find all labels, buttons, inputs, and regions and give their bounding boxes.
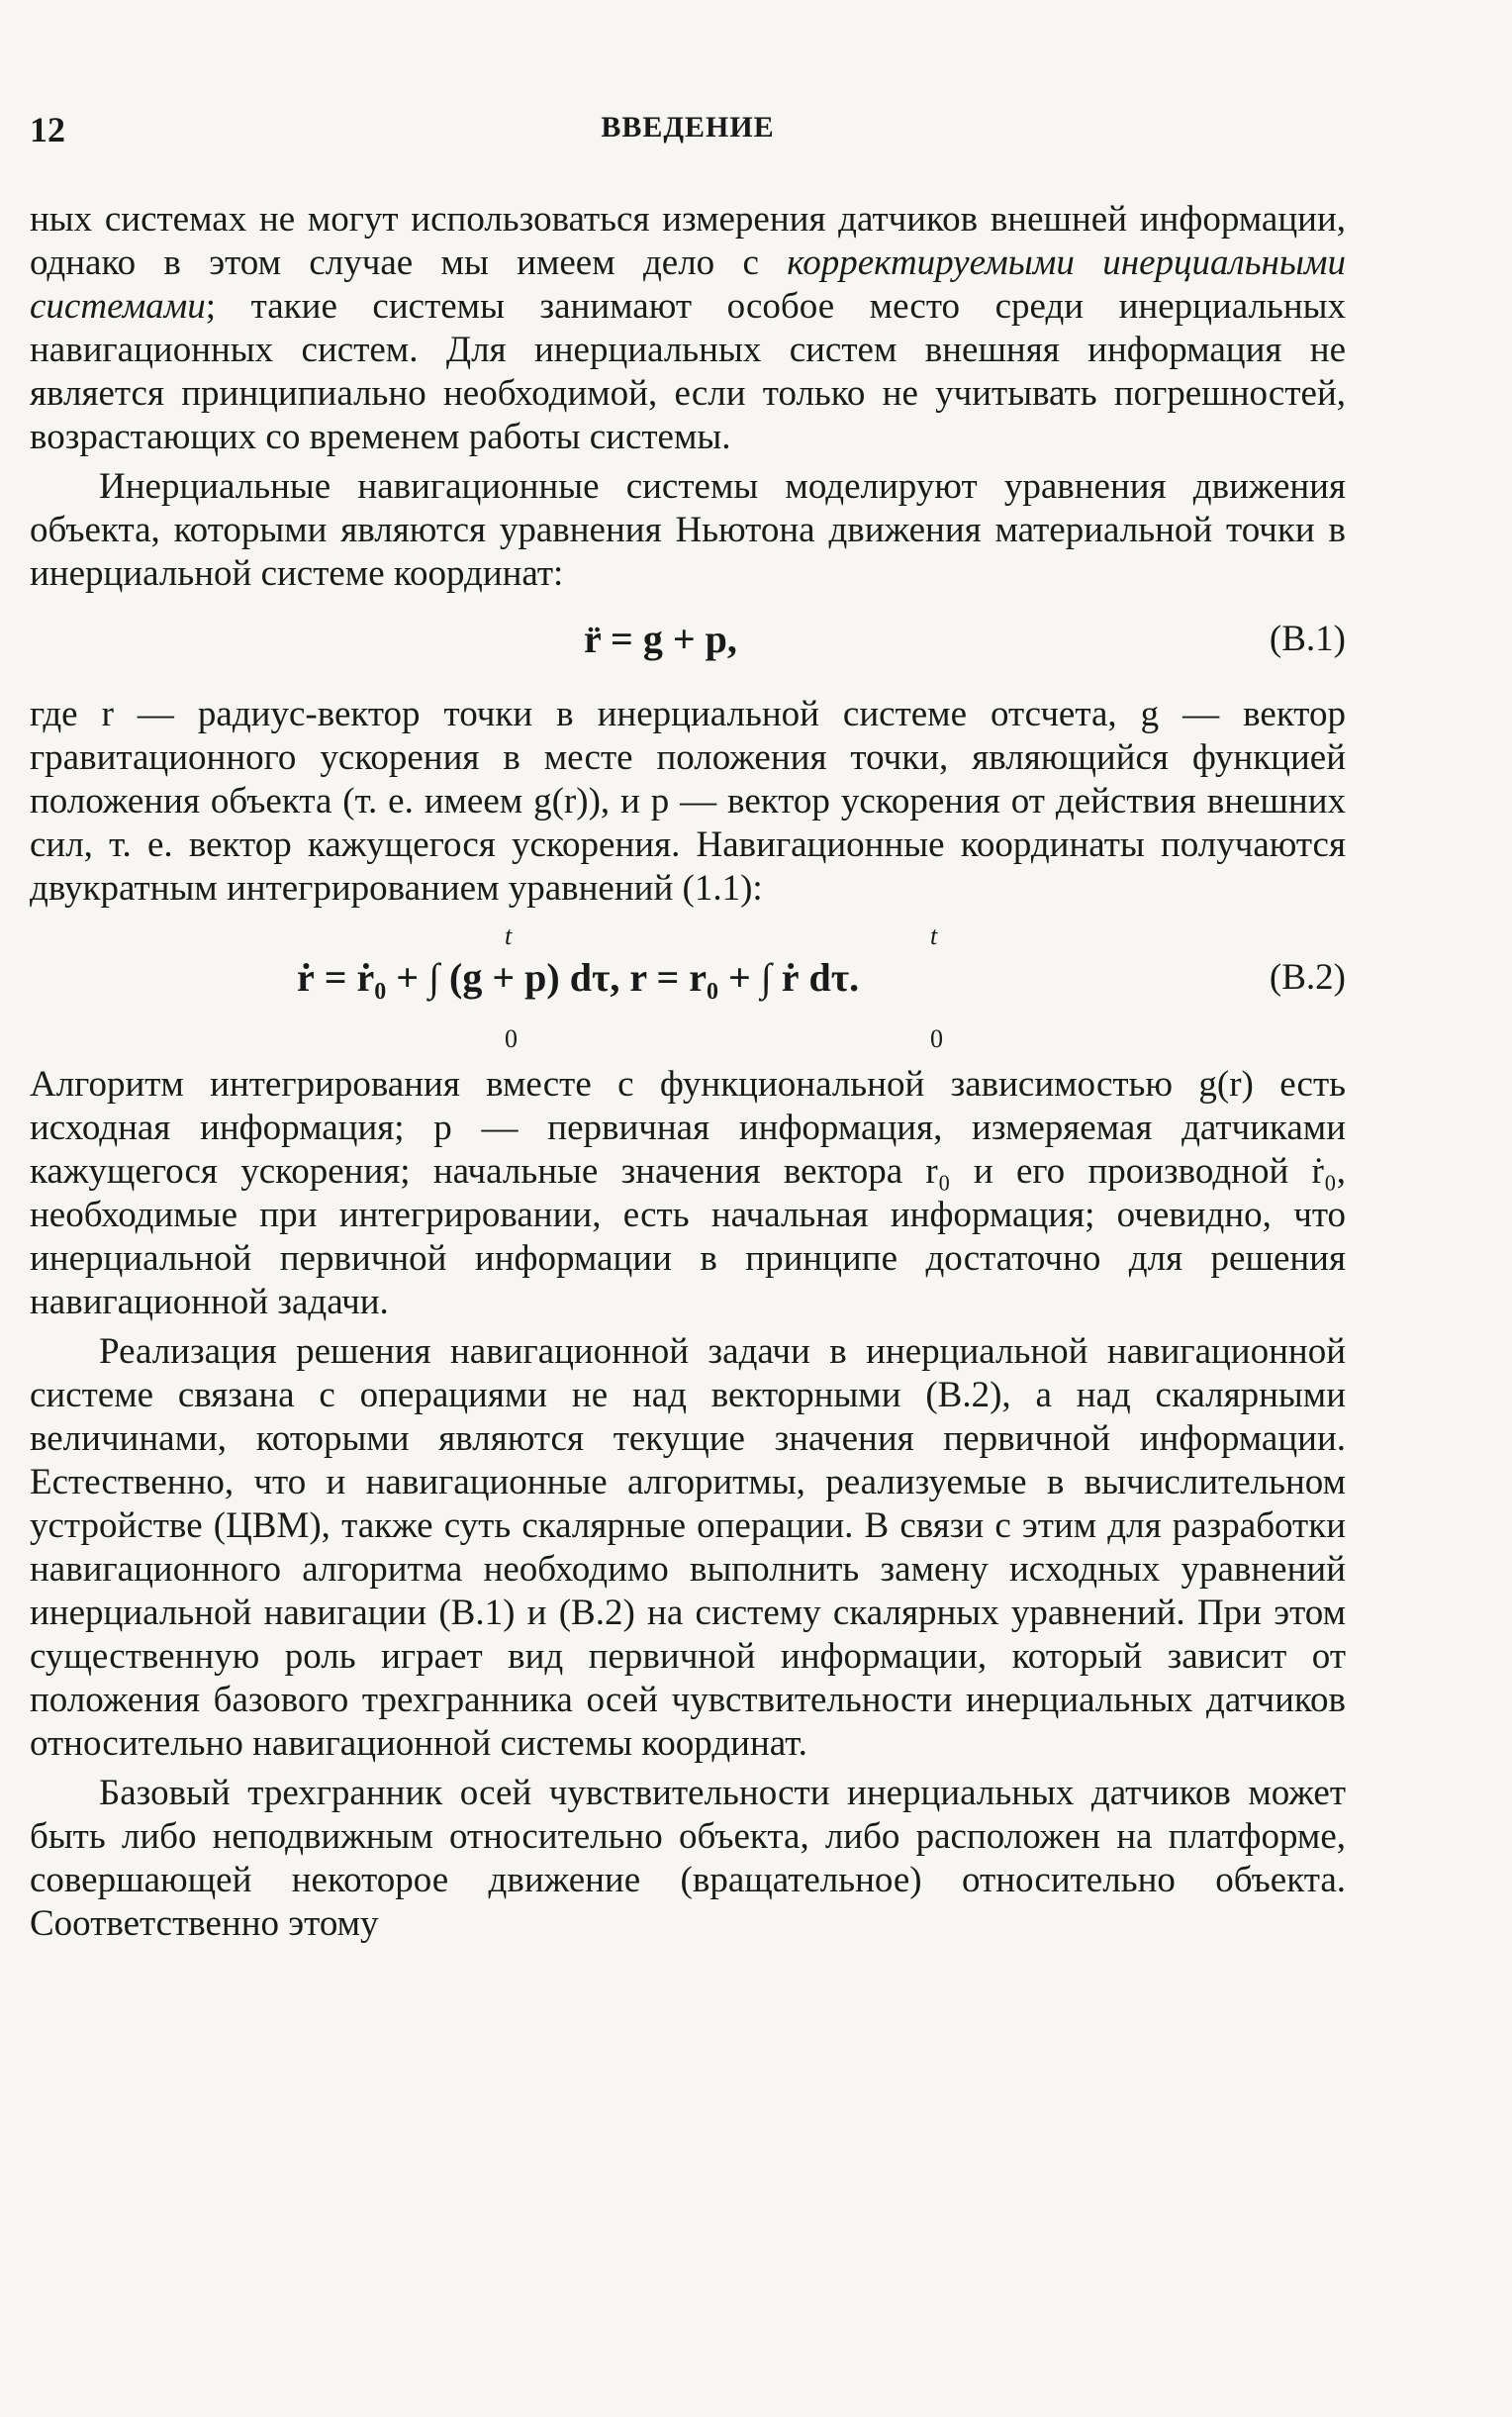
equation-b2: [30, 915, 1346, 1053]
paragraph-1: [30, 198, 1346, 459]
paragraph-3: где r — радиус-вектор точки в инерциальной системе отсчета, g — вектор гравитационного ускорения в месте положения точки, являющийся функцией положения объекта (т. е. имеем g(r)), и p — вектор ускорения от действия внешних сил, т. е. вектор кажущегося ускорения. Навигационные координаты получаются двукратным интегрированием уравнений (1.1):: [30, 694, 1346, 909]
integral-lower-limit: 0: [930, 1024, 943, 1053]
page-number: 12: [30, 110, 65, 149]
integral-limits-first: [495, 915, 534, 1053]
equation-b2-label: (В.2): [1269, 957, 1346, 998]
paragraph-4: Алгоритм интегрирования вместе с функциональной зависимостью g(r) есть исходная информация; p — первичная информация, измеряемая датчиками кажущегося ускорения; начальные значения вектора r₀ и его производной ṙ₀, необходимые при интегрировании, есть начальная информация; очевидно, что инерциальной первичной информации в принципе достаточно для решения навигационной задачи.: [30, 1064, 1346, 1322]
integral-lower-limit: 0: [505, 1024, 518, 1053]
running-head: [30, 109, 1346, 148]
paragraph-2: Инерциальные навигационные системы моделируют уравнения движения объекта, которыми являются уравнения Ньютона движения материальной точки в инерциальной системе координат:: [30, 466, 1346, 594]
integral-limits-second: [920, 915, 960, 1053]
paragraph-1-start: ных системах не могут использоваться измерения датчиков внешней информации, однако в этом случае мы имеем дело с: [30, 199, 1346, 283]
paragraph-1-italic-term: корректируемыми инерциальными системами: [30, 242, 1346, 327]
section-title: ВВЕДЕНИЕ: [601, 111, 775, 144]
equation-b2-formula: ṙ = ṙ₀ + ∫ (g + p) dτ, r = r₀ + ∫ ṙ dτ.: [297, 955, 860, 1000]
equation-b1: [30, 614, 1346, 673]
paragraph-1-end: ; такие системы занимают особое место среди инерциальных навигационных систем. Для инерциальных систем внешняя информация не является принципиально необходимой, если только не учитывать погрешностей, возрастающих со временем работы системы.: [30, 286, 1346, 457]
paragraph-6: Базовый трехгранник осей чувствительности инерциальных датчиков может быть либо неподвижным относительно объекта, либо расположен на платформе, совершающей некоторое движение (вращательное) относительно объекта. Соответственно этому: [30, 1773, 1346, 1944]
book-page: [30, 0, 1346, 2417]
equation-b1-formula: r̈ = g + p,: [584, 617, 737, 661]
equation-b1-label: (В.1): [1269, 619, 1346, 659]
integral-upper-limit: t: [930, 921, 938, 950]
integral-upper-limit: t: [505, 921, 513, 950]
paragraph-5: Реализация решения навигационной задачи в инерциальной навигационной системе связана с операциями не над векторными (В.2), а над скалярными величинами, которыми являются текущие значения первичной информации. Естественно, что и навигационные алгоритмы, реализуемые в вычислительном устройстве (ЦВМ), также суть скалярные операции. В связи с этим для разработки навигационного алгоритма необходимо выполнить замену исходных уравнений инерциальной навигации (В.1) и (В.2) на систему скалярных уравнений. При этом существенную роль играет вид первичной информации, который зависит от положения базового трехгранника осей чувствительности инерциальных датчиков относительно навигационной системы координат.: [30, 1331, 1346, 1764]
body-text: [30, 198, 1346, 1946]
